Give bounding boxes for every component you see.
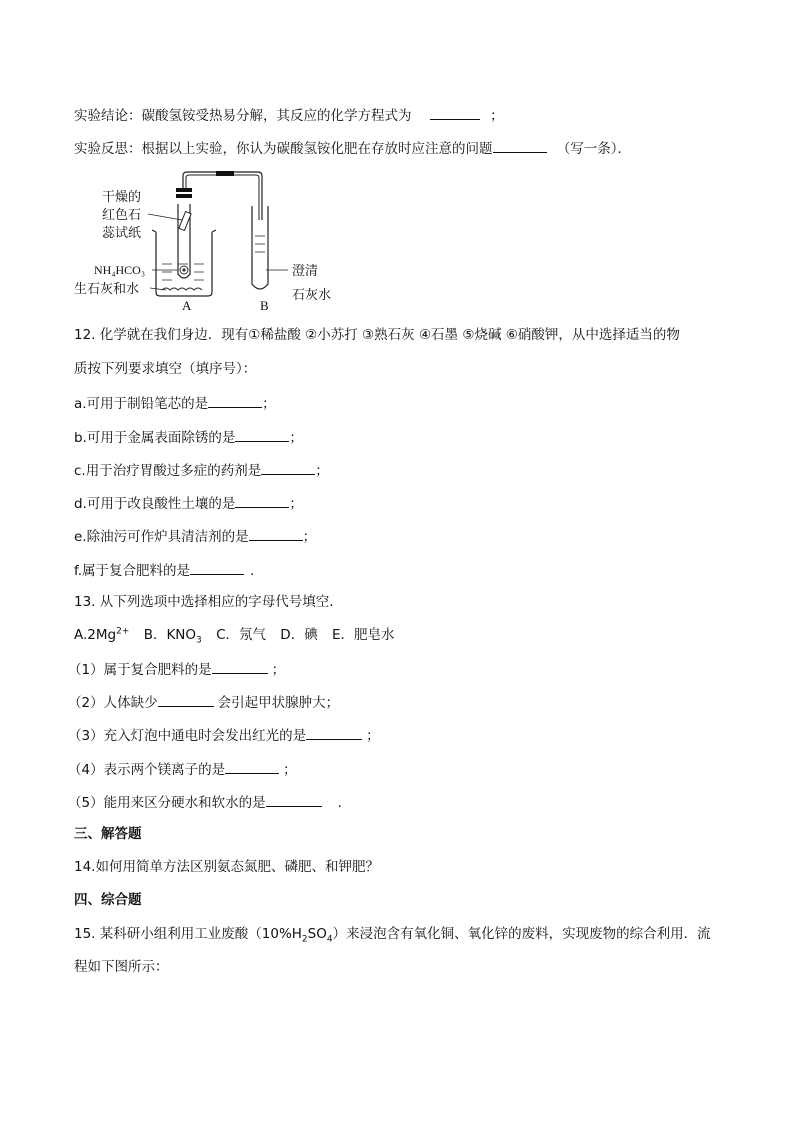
q12-item-e [74,526,316,546]
q13-item-2 [68,692,339,712]
reflection-blank[interactable] [493,138,547,153]
q12-item-d-text: d.可用于改良酸性土壤的是 [74,496,236,512]
q12-item-b-end: ； [289,430,303,446]
q13-item-4-end: ； [283,762,297,778]
q13-item-2-blank[interactable] [158,692,214,707]
q13-item-1 [68,659,285,679]
q12-item-a-end: ； [262,396,276,412]
label-nh4hco3: NH₄HCO₃ [94,263,146,277]
q13-stem: 13. 从下列选项中选择相应的字母代号填空． [74,594,343,610]
q12-item-b-blank[interactable] [235,427,289,442]
label-limewater-1: 澄清 [292,264,319,279]
q13-item-1-blank[interactable] [212,659,268,674]
q12-stem-line2: 质按下列要求填空（填序号）： [74,361,257,377]
label-limewater-2: 石灰水 [292,288,332,303]
conclusion-end: ； [490,108,504,124]
q12-item-e-end: ； [302,529,317,545]
q12-item-d-end: ； [289,496,303,512]
q12-item-f-text: f.属于复合肥料的是 [74,563,191,579]
conclusion-text: 实验结论：碳酸氢铵受热易分解，其反应的化学方程式为 [74,108,412,124]
q15-line1: 15. 某科研小组利用工业废酸$(10\%H_2SO_4)$来浸泡含有氧化铜、氧化锌的废料，实现废物的综合利用．流 [74,926,711,945]
q13-option-a: $A.2Mg^{2+}$ [74,626,130,643]
q12-item-c [74,460,329,480]
label-a: A [182,298,192,313]
q13-option-e: E．肥皂水 [332,627,395,643]
label-lime-water: 生石灰和水 [74,282,140,297]
q13-item-4 [68,759,297,779]
q13-item-2-end: 会引起甲状腺肿大； [217,695,340,711]
q14-text: 14.如何用简单方法区别氨态氮肥、磷肥、和钾肥？ [74,859,379,875]
q13-item-5-end: ． [337,795,352,811]
q12-item-c-end: ； [315,463,329,479]
q12-item-d [74,493,303,513]
reflection-text: 实验反思：根据以上实验，你认为碳酸氢铵化肥在存放时应注意的问题 [74,141,493,157]
q13-item-5-blank[interactable] [266,792,322,807]
q12-item-e-blank[interactable] [249,526,303,541]
q13-item-4-blank[interactable] [225,759,279,774]
label-dry-paper-3: 蕊试纸 [102,226,142,241]
q12-item-d-blank[interactable] [235,493,289,508]
q12-stem-line1: 12. 化学就在我们身边．现有①稀盐酸 ②小苏打 ③熟石灰 ④石墨 ⑤烧碱 ⑥硝酸钾，从中选择适当的物 [74,327,680,343]
q12-item-a-text: a.可用于制铅笔芯的是 [74,396,209,412]
q13-options [74,626,395,644]
q12-item-a-blank[interactable] [208,393,262,408]
q13-item-5 [68,792,351,812]
q12-item-b-text: b.可用于金属表面除锈的是 [74,430,236,446]
q13-item-1-end: ； [271,662,286,678]
q12-item-c-text: c.用于治疗胃酸过多症的药剂是 [74,463,262,479]
q13-option-c: C．氖气 [216,627,266,643]
q13-item-3-end: ； [366,728,380,744]
q13-option-d: D．碘 [280,627,318,643]
q13-item-3 [68,725,380,745]
apparatus-figure [74,166,350,316]
q12-item-f-end: ． [250,563,264,579]
q12-item-c-blank[interactable] [261,460,315,475]
q12-item-a [74,393,276,413]
label-dry-paper-1: 干燥的 [102,190,142,205]
section-four-heading: 四、综合题 [74,892,142,908]
q13-item-5-text: （5）能用来区分硬水和软水的是 [68,795,266,811]
reflection-line [74,138,631,158]
q13-option-b: B．$KNO_3$ [143,627,202,646]
q13-item-3-text: （3）充入灯泡中通电时会发出红光的是 [68,728,307,744]
conclusion-line [74,105,504,125]
q15-line2: 程如下图所示： [74,959,169,975]
q13-item-4-text: （4）表示两个镁离子的是 [68,762,226,778]
q13-item-3-blank[interactable] [306,725,362,740]
q12-item-e-text: e.除油污可作炉具清洁剂的是 [74,529,249,545]
q13-item-1-text: （1）属于复合肥料的是 [68,662,212,678]
q12-item-b [74,427,303,447]
label-b: B [260,298,269,313]
conclusion-blank[interactable] [430,105,480,120]
q12-item-f-blank[interactable] [190,560,244,575]
section-three-heading: 三、解答题 [74,826,142,842]
label-dry-paper-2: 红色石 [102,208,142,223]
reflection-end: （写一条）． [556,141,632,157]
q12-item-f [74,560,264,580]
q13-item-2-text: （2）人体缺少 [68,695,158,711]
